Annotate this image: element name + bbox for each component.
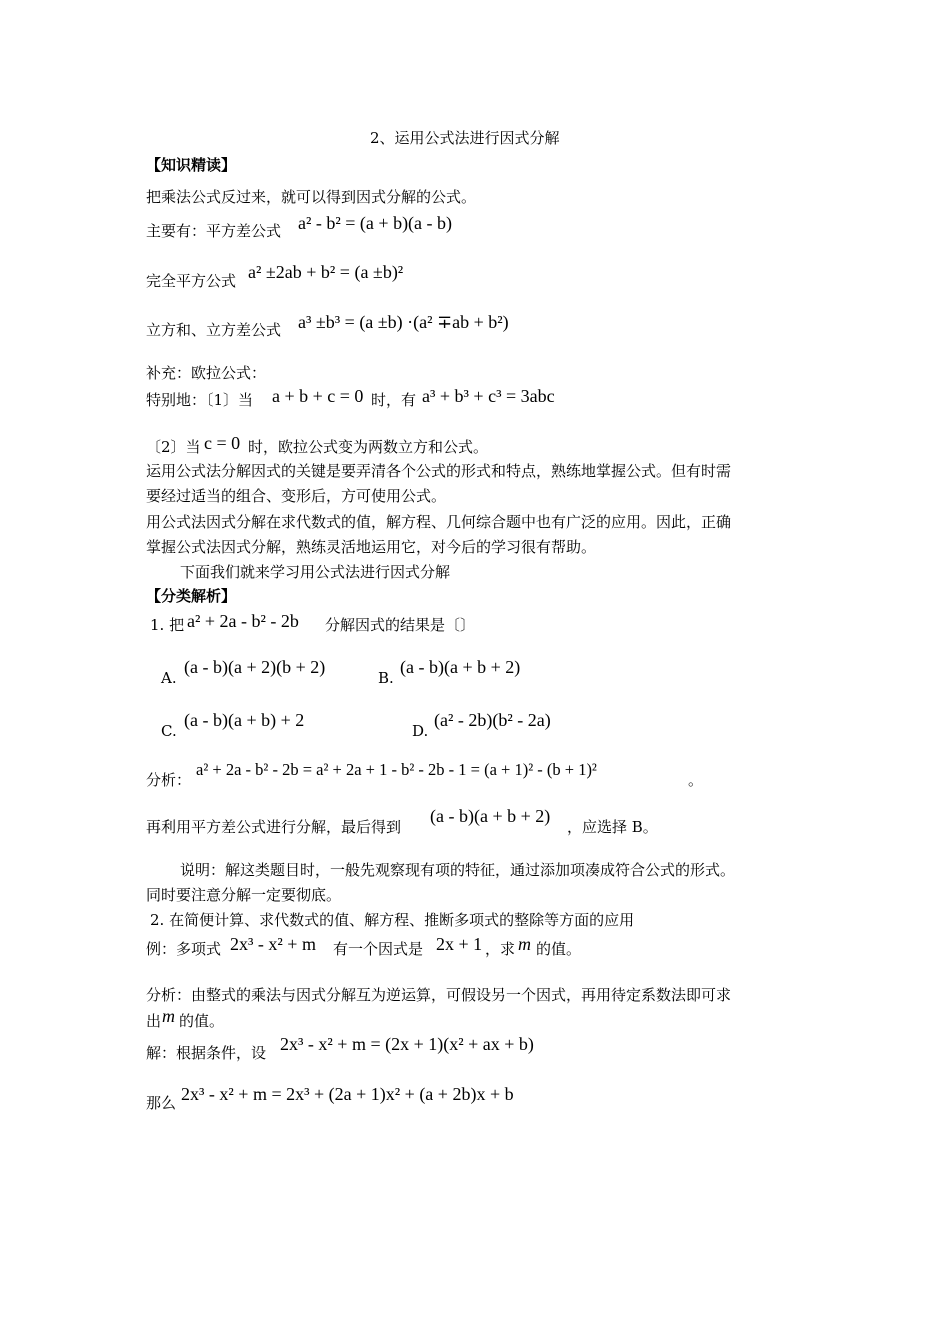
question-1-suffix: 分解因式的结果是〔〕 bbox=[325, 616, 476, 634]
note-line-2: 同时要注意分解一定要彻底。 bbox=[146, 886, 342, 904]
analysis-2-line-1: 分析：由整式的乘法与因式分解互为逆运算，可假设另一个因式，再用待定系数法即可求 bbox=[146, 986, 732, 1004]
question-2-text: 2. 在简便计算、求代数式的值、解方程、推断多项式的整除等方面的应用 bbox=[150, 911, 635, 929]
paragraph-3: 下面我们就来学习用公式法进行因式分解 bbox=[180, 563, 451, 581]
paragraph-2-line-1: 用公式法因式分解在求代数式的值，解方程、几何综合题中也有广泛的应用。因此，正确 bbox=[146, 513, 732, 531]
main-formulas-label: 主要有：平方差公式 bbox=[146, 222, 282, 240]
special-case-1-condition: a + b + c = 0 bbox=[272, 386, 364, 406]
page-title: 2、运用公式法进行因式分解 bbox=[370, 129, 560, 147]
then-expression: 2x³ - x² + m = 2x³ + (2a + 1)x² + (a + 2b)x + b bbox=[181, 1084, 514, 1104]
option-c-expression: (a - b)(a + b) + 2 bbox=[184, 710, 305, 730]
special-case-2-condition: c = 0 bbox=[204, 433, 241, 453]
analysis-2-line-2-suffix: 的值。 bbox=[179, 1012, 225, 1030]
analysis-1-label: 分析： bbox=[146, 771, 192, 789]
analysis-2-variable: m bbox=[162, 1006, 175, 1026]
difference-of-squares-formula: a² - b² = (a + b)(a - b) bbox=[298, 213, 453, 233]
option-b-expression: (a - b)(a + b + 2) bbox=[400, 657, 521, 677]
sum-difference-of-cubes-formula: a³ ±b³ = (a ±b) ·(a² ∓ab + b²) bbox=[298, 312, 509, 332]
example-mid-2: ，求 bbox=[485, 940, 516, 958]
solution-expression: 2x³ - x² + m = (2x + 1)(x² + ax + b) bbox=[280, 1034, 534, 1054]
example-polynomial: 2x³ - x² + m bbox=[230, 934, 316, 954]
option-a-label: A. bbox=[161, 669, 177, 687]
paragraph-1-line-1: 运用公式法分解因式的关键是要弄清各个公式的形式和特点，熟练地掌握公式。但有时需 bbox=[146, 462, 732, 480]
example-prefix: 例：多项式 bbox=[146, 940, 222, 958]
special-case-1-prefix: 特别地：〔1〕当 bbox=[146, 391, 254, 409]
conclusion-expression: (a - b)(a + b + 2) bbox=[430, 806, 551, 826]
cube-formulas-label: 立方和、立方差公式 bbox=[146, 321, 282, 339]
then-prefix: 那么 bbox=[146, 1094, 177, 1112]
analysis-1-expression: a² + 2a - b² - 2b = a² + 2a + 1 - b² - 2b - 1 = (a + 1)² - (b + 1)² bbox=[196, 760, 597, 779]
section-heading-knowledge: 【知识精读】 bbox=[146, 156, 237, 174]
example-variable: m bbox=[518, 934, 531, 954]
special-case-2-prefix: 〔2〕当 bbox=[146, 438, 201, 456]
euler-formula: a³ + b³ + c³ = 3abc bbox=[422, 386, 555, 406]
example-suffix: 的值。 bbox=[536, 940, 582, 958]
supplement-text: 补充：欧拉公式： bbox=[146, 364, 267, 382]
analysis-1-end: 。 bbox=[688, 771, 704, 789]
option-c-label: C. bbox=[161, 722, 177, 740]
conclusion-prefix: 再利用平方差公式进行分解，最后得到 bbox=[146, 818, 402, 836]
paragraph-2-line-2: 掌握公式法因式分解，熟练灵活地运用它，对今后的学习很有帮助。 bbox=[146, 538, 597, 556]
special-case-2-suffix: 时，欧拉公式变为两数立方和公式。 bbox=[248, 438, 489, 456]
note-line-1: 说明：解这类题目时，一般先观察现有项的特征，通过添加项凑成符合公式的形式。 bbox=[180, 861, 736, 879]
perfect-square-formula: a² ±2ab + b² = (a ±b)² bbox=[248, 262, 404, 282]
option-b-label: B. bbox=[378, 669, 394, 687]
analysis-2-line-2-prefix: 出 bbox=[146, 1012, 162, 1030]
solution-prefix: 解：根据条件，设 bbox=[146, 1044, 267, 1062]
option-a-expression: (a - b)(a + 2)(b + 2) bbox=[184, 657, 326, 677]
section-heading-analysis: 【分类解析】 bbox=[146, 587, 237, 605]
question-1-expression: a² + 2a - b² - 2b bbox=[187, 611, 299, 631]
example-factor: 2x + 1 bbox=[436, 934, 483, 954]
option-d-expression: (a² - 2b)(b² - 2a) bbox=[434, 710, 551, 730]
question-1-prefix: 1. 把 bbox=[150, 616, 185, 634]
conclusion-suffix: ，应选择 B。 bbox=[567, 818, 658, 836]
paragraph-1-line-2: 要经过适当的组合、变形后，方可使用公式。 bbox=[146, 487, 447, 505]
example-mid: 有一个因式是 bbox=[333, 940, 424, 958]
perfect-square-label: 完全平方公式 bbox=[146, 272, 237, 290]
option-d-label: D. bbox=[412, 722, 429, 740]
intro-text: 把乘法公式反过来，就可以得到因式分解的公式。 bbox=[146, 188, 477, 206]
special-case-1-mid: 时，有 bbox=[371, 391, 417, 409]
